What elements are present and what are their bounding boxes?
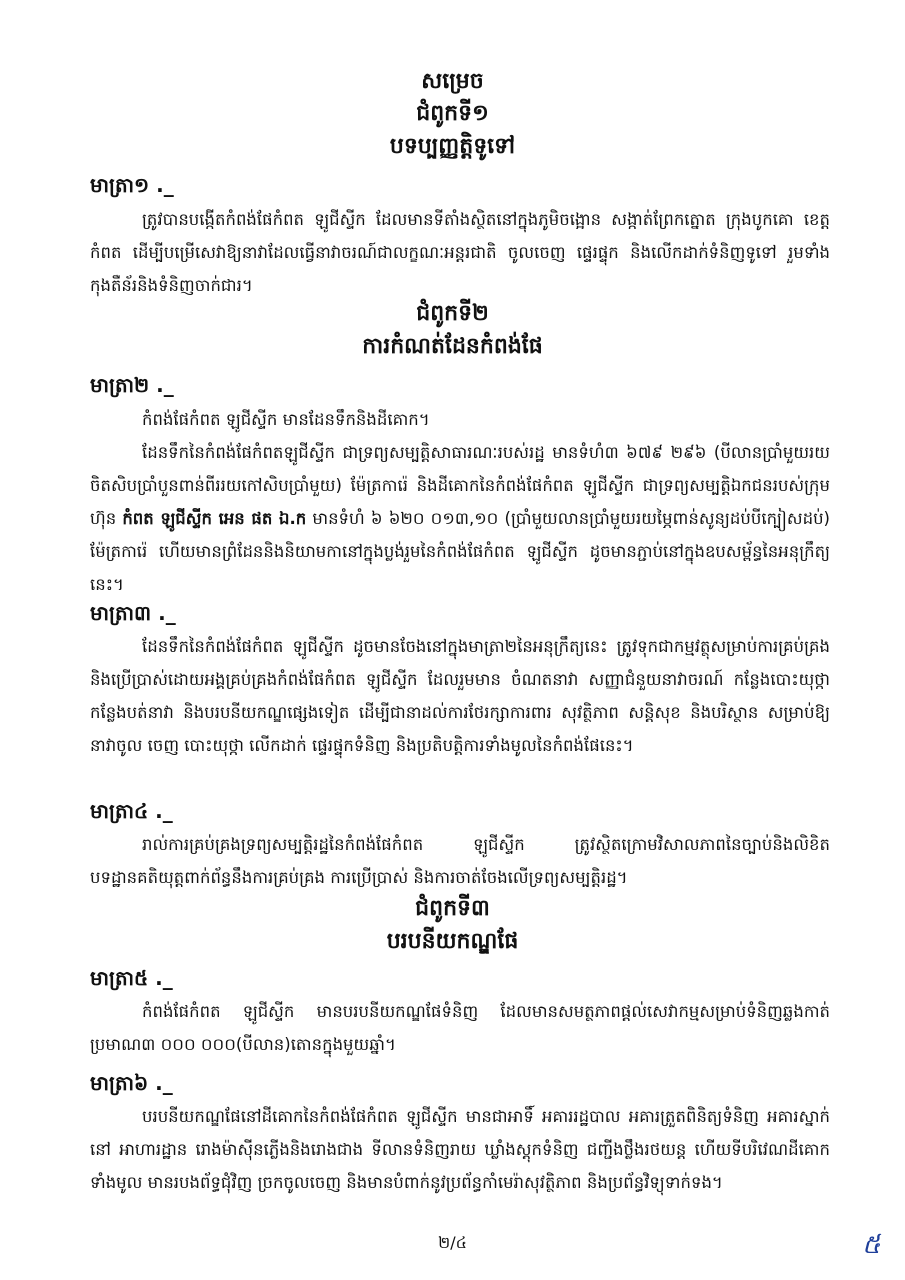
article-6-text: បរបនីយកណ្ឌផែនៅដីគោកនៃកំពង់ផែកំពត ឡូជីស្ទីក មានជាអាទិ៍ អគាររដ្ឋបាល អគារត្រួតពិនិត្យទំនិញ អគារស្នាក់នៅ អាហារដ្ឋាន រោងម៉ាស៊ីនភ្លើងនិងរោងជាង ទីលានទំនិញរាយ ឃ្លាំងស្តុកទំនិញ ជញ្ជីងថ្លឹងរថយន្ត ហើយទីបរិវេណដីគោកទាំងមូល មានរបងព័ទ្ធជុំវិញ ច្រកចូលចេញ និងមានបំពាក់នូវប្រព័ន្ធកាំមេរ៉ាសុវត្ថិភាព និងប្រព័ន្ធវិទ្យុទាក់ទង។ — [90, 1107, 830, 1192]
article-3-text: ដែនទឹកនៃកំពង់ផែកំពត ឡូជីស្ទីក ដូចមានចែងនៅក្នុងមាត្រា២នៃអនុក្រឹត្យនេះ ត្រូវទុកជាកម្មវត្ថុសម្រាប់ការគ្រប់គ្រងនិងប្រើប្រាស់ដោយអង្គគ្រប់គ្រងកំពង់ផែកំពត ឡូជីស្ទីក ដែលរួមមាន ចំណតនាវា សញ្ញាជំនួយនាវាចរណ៍ កន្លែងបោះយុថ្កា កន្លែងបត់នាវា និងបរបនីយកណ្ឌផ្សេងទៀត ដើម្បីជានាដល់ការថែរក្សាការពារ សុវត្ថិភាព សន្តិសុខ និងបរិស្ថាន សម្រាប់ឱ្យនាវាចូល ចេញ បោះយុថ្កា លើកដាក់ ផ្ទេរផ្ទុកទំនិញ និងប្រតិបត្តិការទាំងមូលនៃកំពង់ផែនេះ។ — [90, 637, 830, 755]
chapter-2-label: ជំពូកទី២ — [416, 301, 489, 326]
article-2-paragraph-2 — [90, 436, 830, 601]
article-2-paragraph-2-part-b: មានទំហំ ៦ ៦២០ ០១៣,១០ (ប្រាំមួយលានប្រាំមួយរយម្ភៃពាន់សូន្យដប់បីក្បៀសដប់) ម៉ែត្រការ៉េ ហើយមានព្រំដែននិងនិយាមកានៅក្នុងប្លង់រួមនៃកំពង់ផែកំពត ឡូជីស្ទីក ដូចមានភ្ជាប់នៅក្នុងឧបសម្ព័ន្ធនៃអនុក្រឹត្យនេះ។ — [90, 509, 830, 594]
article-4-text: រាល់ការគ្រប់គ្រងទ្រព្យសម្បត្តិរដ្ឋនៃកំពង់ផែកំពត ឡូជីស្ទីក ត្រូវស្ថិតក្រោមវិសាលភាពនៃច្បាប់និងលិខិតបទដ្ឋានគតិយុត្តពាក់ព័ន្ធនឹងការគ្រប់គ្រង ការប្រើប្រាស់ និងការចាត់ចែងលើទ្រព្យសម្បត្តិរដ្ឋ។ — [90, 835, 830, 887]
article-2-label: មាត្រា២ ._ — [90, 373, 174, 397]
chapter-1-label: ជំពូកទី១ — [416, 101, 489, 126]
article-5-text: កំពង់ផែកំពត ឡូជីស្ទីក មានបរបនីយកណ្ឌផែទំនិញ ដែលមានសមត្ថភាពផ្តល់សេវាកម្មសម្រាប់ទំនិញឆ្លងកាត់ប្រមាណ៣ ០០០ ០០០(បីលាន)តោនក្នុងមួយឆ្នាំ។ — [90, 1002, 830, 1054]
article-3-label: មាត្រា៣ ._ — [90, 601, 176, 625]
chapter-3-label: ជំពូកទី៣ — [415, 896, 490, 921]
handwritten-page-mark: ៥ — [862, 1230, 881, 1260]
chapter-2-title: ការកំណត់ដែនកំពង់ផែ — [362, 334, 543, 359]
article-2-paragraph-2-part-a: ដែនទឹកនៃកំពង់ផែកំពតឡូជីស្ទីក ជាទ្រព្យសម្បត្តិសាធារណៈរបស់រដ្ឋ មានទំហំ៣ ៦៧៩ ២៩៦ (បីលានប្រាំមួយរយចិតសិបប្រាំបួនពាន់ពីររយកៅសិបប្រាំមួយ) ម៉ែត្រការ៉េ និងដីគោកនៃកំពង់ផែកំពត ឡូជីស្ទីក ជាទ្រព្យសម្បត្តិឯកជនរបស់ក្រុមហ៊ុន — [90, 443, 830, 528]
article-5-label: មាត្រា៥ ._ — [90, 966, 173, 990]
article-1-label: មាត្រា១ ._ — [90, 173, 174, 197]
article-4-label: មាត្រា៤ ._ — [90, 799, 173, 823]
chapter-3-title: បរបនីយកណ្ឌផែ — [386, 929, 519, 954]
company-name: កំពត ឡូជីស្ទីក អេន ផត ឯ.ក — [122, 509, 307, 528]
article-1-text: ត្រូវបានបង្កើតកំពង់ផែកំពត ឡូជីស្ទីក ដែលមានទីតាំងស្ថិតនៅក្នុងភូមិចង្អោន សង្កាត់ព្រែកត្នោត ក្រុងបូកគោ ខេត្តកំពត ដើម្បីបម្រើសេវាឱ្យនាវាដែលធ្វើនាវាចរណ៍ជាលក្ខណៈអន្តរជាតិ ចូលចេញ ផ្ទេរផ្ទុក និងលើកដាក់ទំនិញទូទៅ រួមទាំងកុងតឺន័រនិងទំនិញចាក់ជារ។ — [90, 210, 830, 295]
document-title: សម្រេច — [421, 69, 484, 94]
chapter-1-title: បទប្បញ្ញត្តិទូទៅ — [389, 134, 516, 159]
article-6-label: មាត្រា៦ ._ — [90, 1071, 173, 1095]
page-number: ២/៤ — [438, 1233, 467, 1252]
article-2-paragraph-1: កំពង់ផែកំពត ឡូជីស្ទីក មានដែនទឹកនិងដីគោក។ — [142, 410, 430, 429]
